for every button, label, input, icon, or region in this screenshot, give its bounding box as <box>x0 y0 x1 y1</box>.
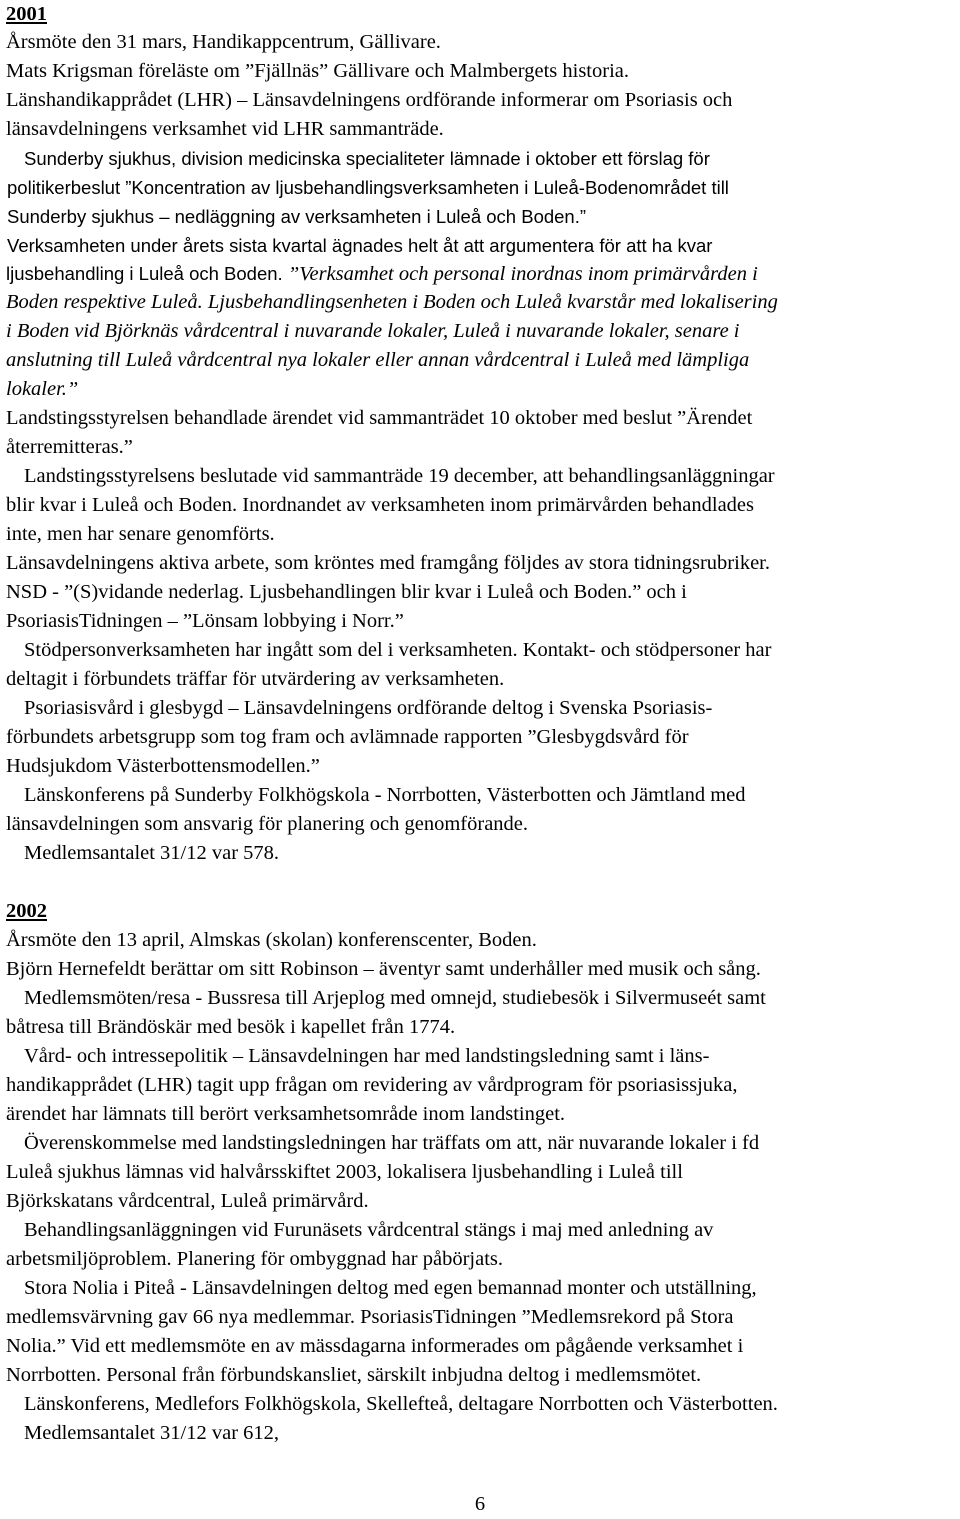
paragraph-line: Luleå sjukhus lämnas vid halvårsskiftet 2003, lokalisera ljusbehandling i Luleå till <box>6 1161 683 1183</box>
paragraph-line: återremitteras.” <box>6 436 133 458</box>
paragraph-line: Medlemsmöten/resa - Bussresa till Arjeplog med omnejd, studiebesök i Silvermuseét samt <box>24 987 766 1009</box>
paragraph-line: arbetsmiljöproblem. Planering för ombyggnad har påbörjats. <box>6 1248 504 1270</box>
paragraph-line: Årsmöte den 31 mars, Handikappcentrum, Gällivare. <box>6 31 441 53</box>
paragraph-line: länsavdelningen som ansvarig för planering och genomförande. <box>6 813 529 835</box>
paragraph-line: Stora Nolia i Piteå - Länsavdelningen deltog med egen bemannad monter och utställning, <box>24 1277 757 1299</box>
section-heading-2001: 2001 <box>6 3 47 25</box>
paragraph-line: medlemsvärvning gav 66 nya medlemmar. PsoriasisTidningen ”Medlemsrekord på Stora <box>6 1306 734 1328</box>
paragraph-line: anslutning till Luleå vårdcentral nya lokaler eller annan vårdcentral i Luleå med lämpliga <box>6 349 750 371</box>
paragraph-line: Vård- och intressepolitik – Länsavdelningen har med landstingsledning samt i läns- <box>24 1045 710 1067</box>
paragraph-line: Årsmöte den 13 april, Almskas (skolan) konferenscenter, Boden. <box>6 929 537 951</box>
paragraph-line: Landstingsstyrelsens beslutade vid sammanträde 19 december, att behandlingsanläggningar <box>24 465 775 487</box>
paragraph-line: Psoriasisvård i glesbygd – Länsavdelningens ordförande deltog i Svenska Psoriasis- <box>24 697 713 719</box>
paragraph-line: NSD - ”(S)vidande nederlag. Ljusbehandlingen blir kvar i Luleå och Boden.” och i <box>6 581 687 603</box>
paragraph-line: Länshandikapprådet (LHR) – Länsavdelningens ordförande informerar om Psoriasis och <box>6 89 733 111</box>
paragraph-line: Sunderby sjukhus – nedläggning av verksamheten i Luleå och Boden.” <box>7 206 587 227</box>
paragraph-line: Nolia.” Vid ett medlemsmöte en av mässdagarna informerades om pågående verksamhet i <box>6 1335 744 1357</box>
paragraph-line: Norrbotten. Personal från förbundskansliet, särskilt inbjudna deltog i medlemsmötet. <box>6 1364 702 1386</box>
paragraph-line: Länskonferens, Medlefors Folkhögskola, Skellefteå, deltagare Norrbotten och Västerbotten. <box>24 1393 778 1415</box>
paragraph-line <box>6 259 758 289</box>
paragraph-line: politikerbeslut ”Koncentration av ljusbehandlingsverksamheten i Luleå-Bodenområdet till <box>7 177 729 198</box>
paragraph-line: Länskonferens på Sunderby Folkhögskola - Norrbotten, Västerbotten och Jämtland med <box>24 784 746 806</box>
paragraph-line: Landstingsstyrelsen behandlade ärendet vid sammanträdet 10 oktober med beslut ”Ärendet <box>6 407 753 429</box>
paragraph-line: Sunderby sjukhus, division medicinska specialiteter lämnade i oktober ett förslag för <box>24 148 710 169</box>
section-heading-2002: 2002 <box>6 900 47 922</box>
paragraph-line: Björkskatans vårdcentral, Luleå primärvård. <box>6 1190 369 1212</box>
paragraph-line: länsavdelningens verksamhet vid LHR sammanträde. <box>6 118 444 140</box>
quote-segment: Ljusbehandlingsenheten i Boden och Luleå kvarstår med lokalisering <box>207 291 778 313</box>
quote-segment: Boden respektive Luleå. <box>6 291 203 313</box>
paragraph-line: Länsavdelningens aktiva arbete, som kröntes med framgång följdes av stora tidningsrubriker. <box>6 552 770 574</box>
paragraph-line: Björn Hernefeldt berättar om sitt Robinson – äventyr samt underhåller med musik och sång. <box>6 958 761 980</box>
paragraph-line: i Boden vid Björknäs vårdcentral i nuvarande lokaler, Luleå i nuvarande lokaler, senare i <box>6 320 740 342</box>
paragraph-line: båtresa till Brändöskär med besök i kapellet från 1774. <box>6 1016 456 1038</box>
paragraph-line: Verksamheten under årets sista kvartal ägnades helt åt att argumentera för att ha kvar <box>7 235 713 256</box>
paragraph-line: Mats Krigsman föreläste om ”Fjällnäs” Gällivare och Malmbergets historia. <box>6 60 629 82</box>
paragraph-line <box>6 288 778 317</box>
quote-segment: ”Verksamhet och personal inordnas inom primärvården i <box>287 263 758 285</box>
page-number: 6 <box>474 1493 486 1515</box>
paragraph-line: Hudsjukdom Västerbottensmodellen.” <box>6 755 320 777</box>
paragraph-line: PsoriasisTidningen – ”Lönsam lobbying i Norr.” <box>6 610 404 632</box>
paragraph-line: ärendet har lämnats till berört verksamhetsområde inom landstinget. <box>6 1103 566 1125</box>
paragraph-line: blir kvar i Luleå och Boden. Inordnandet av verksamheten inom primärvården behandlades <box>6 494 754 516</box>
paragraph-line: lokaler.” <box>6 378 79 400</box>
paragraph-line: inte, men har senare genomförts. <box>6 523 275 545</box>
paragraph-line: Stödpersonverksamheten har ingått som del i verksamheten. Kontakt- och stödpersoner har <box>24 639 772 661</box>
paragraph-line: deltagit i förbundets träffar för utvärdering av verksamheten. <box>6 668 505 690</box>
paragraph-line: handikapprådet (LHR) tagit upp frågan om revidering av vårdprogram för psoriasissjuka, <box>6 1074 738 1096</box>
paragraph-line: Medlemsantalet 31/12 var 578. <box>24 842 280 864</box>
line-segment: ljusbehandling i Luleå och Boden. <box>6 263 283 284</box>
paragraph-line: Behandlingsanläggningen vid Furunäsets vårdcentral stängs i maj med anledning av <box>24 1219 714 1241</box>
paragraph-line: Överenskommelse med landstingsledningen har träffats om att, när nuvarande lokaler i fd <box>24 1132 760 1154</box>
paragraph-line: Medlemsantalet 31/12 var 612, <box>24 1422 280 1444</box>
paragraph-line: förbundets arbetsgrupp som tog fram och avlämnade rapporten ”Glesbygdsvård för <box>6 726 689 748</box>
